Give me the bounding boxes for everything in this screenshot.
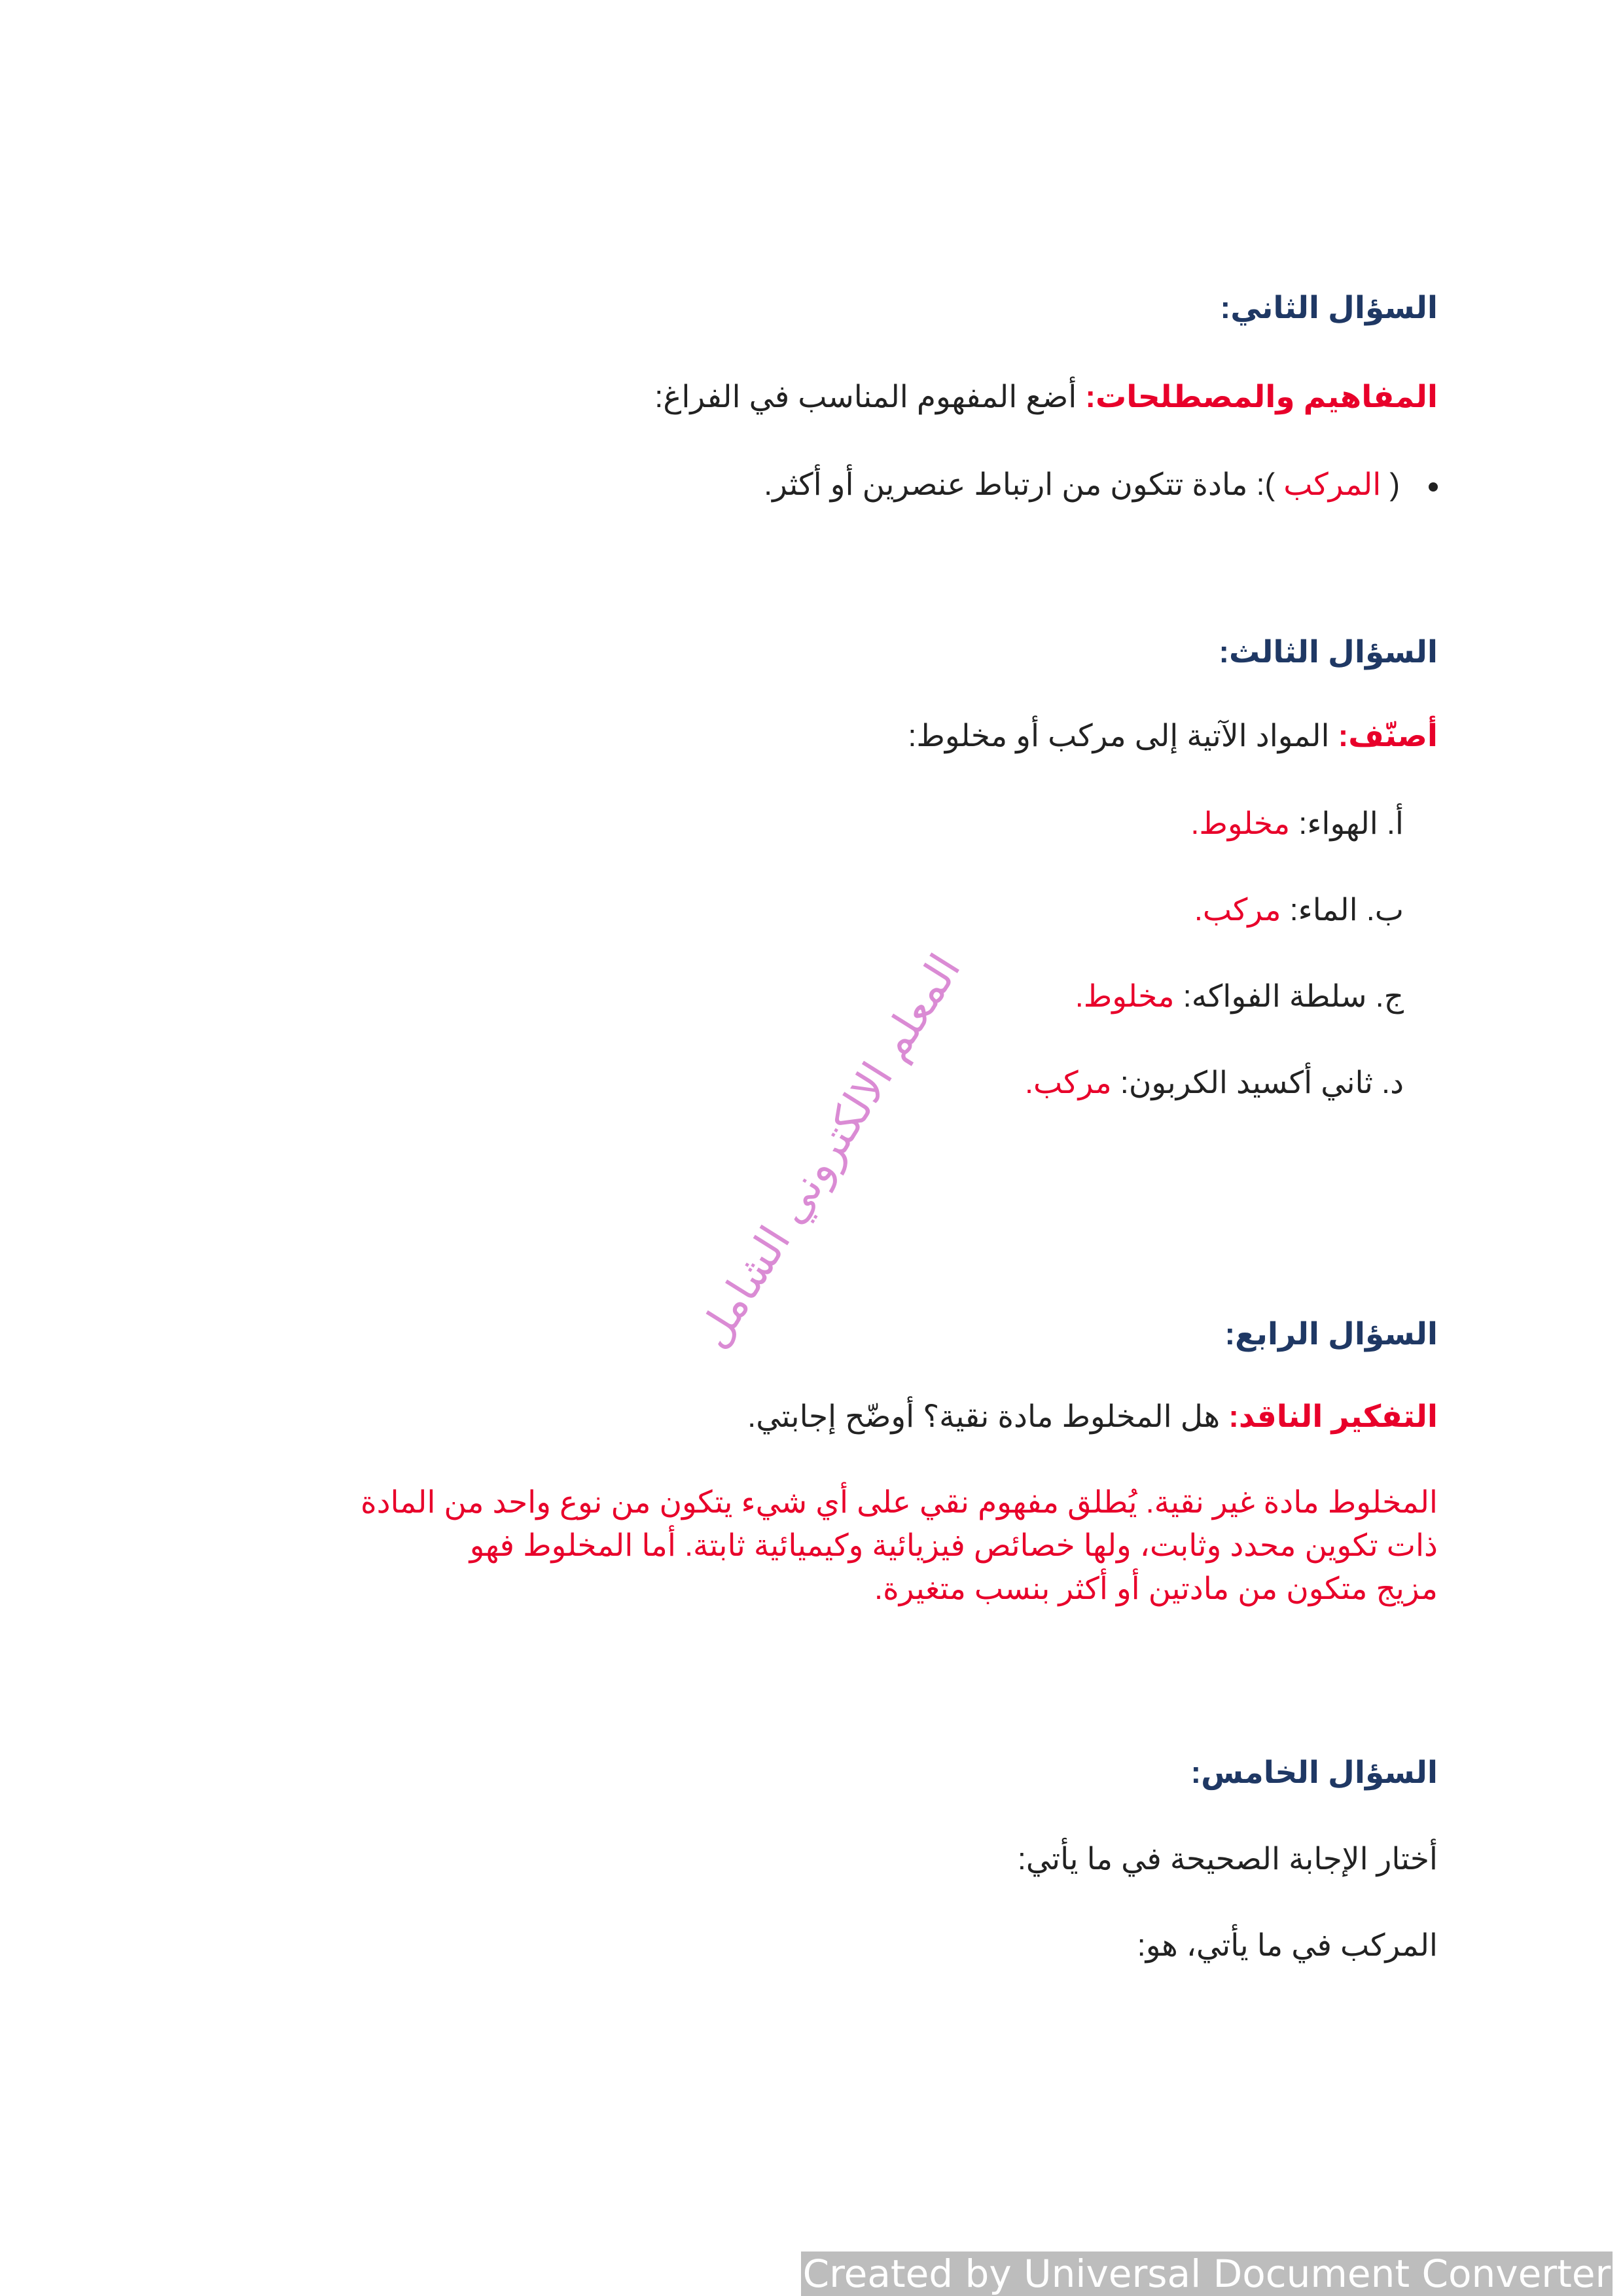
q4-label: التفكير الناقد:: [1228, 1399, 1438, 1433]
q3-item-b-answer: مركب.: [1194, 892, 1281, 927]
q5-instruction: أختار الإجابة الصحيحة في ما يأتي:: [1017, 1841, 1438, 1876]
q2-instruction: أضع المفهوم المناسب في الفراغ:: [654, 379, 1086, 414]
converter-footer-banner: Created by Universal Document Converter: [801, 2251, 1613, 2296]
q2-bullet-item: [764, 466, 1438, 503]
q5-heading: السؤال الخامس:: [1190, 1755, 1438, 1789]
bullet-icon: [1429, 482, 1438, 492]
q3-item-c: [1075, 978, 1404, 1014]
q3-label: أصنّف:: [1338, 718, 1438, 753]
q4-answer-paragraph: [194, 1480, 1438, 1610]
q2-item-open: (: [1381, 467, 1400, 501]
q4-answer-line-1: المخلوط مادة غير نقية. يُطلق مفهوم نقي على أي شيء يتكون من نوع واحد من المادة: [360, 1484, 1438, 1519]
q2-label: المفاهيم والمصطلحات:: [1085, 379, 1438, 414]
q3-item-d: [1025, 1064, 1404, 1101]
q3-item-a: [1190, 805, 1404, 842]
q3-heading: السؤال الثالث:: [1219, 634, 1438, 669]
q3-item-a-answer: مخلوط.: [1190, 806, 1291, 840]
q3-instruction: المواد الآتية إلى مركب أو مخلوط:: [908, 718, 1338, 753]
q4-heading: السؤال الرابع:: [1224, 1316, 1438, 1351]
q4-question-line: [747, 1398, 1438, 1435]
q2-item-answer: المركب: [1283, 467, 1382, 501]
q3-item-b: [1194, 891, 1404, 928]
q3-item-c-text: ج. سلطة الفواكه:: [1174, 978, 1404, 1013]
q2-item-rest: ): مادة تتكون من ارتباط عنصرين أو أكثر.: [764, 467, 1284, 501]
q3-item-d-text: د. ثاني أكسيد الكربون:: [1111, 1065, 1404, 1100]
q3-item-a-text: أ. الهواء:: [1290, 806, 1404, 840]
q4-answer-line-3: مزيج متكون من مادتين أو أكثر بنسب متغيرة.: [874, 1571, 1438, 1605]
q2-instruction-line: [654, 378, 1438, 415]
q2-heading: السؤال الثاني:: [1220, 290, 1438, 325]
q3-item-c-answer: مخلوط.: [1075, 978, 1175, 1013]
q4-question: هل المخلوط مادة نقية؟ أوضّح إجابتي.: [747, 1399, 1229, 1433]
q3-instruction-line: [908, 717, 1438, 754]
q5-question: المركب في ما يأتي، هو:: [1137, 1928, 1438, 1962]
watermark-text: المعلم الالكتروني الشامل: [687, 945, 971, 1357]
q3-item-b-text: ب. الماء:: [1281, 892, 1404, 927]
q3-item-d-answer: مركب.: [1025, 1065, 1112, 1100]
q4-answer-line-2: ذات تكوين محدد وثابت، ولها خصائص فيزيائية وكيميائية ثابتة. أما المخلوط فهو: [469, 1528, 1438, 1562]
